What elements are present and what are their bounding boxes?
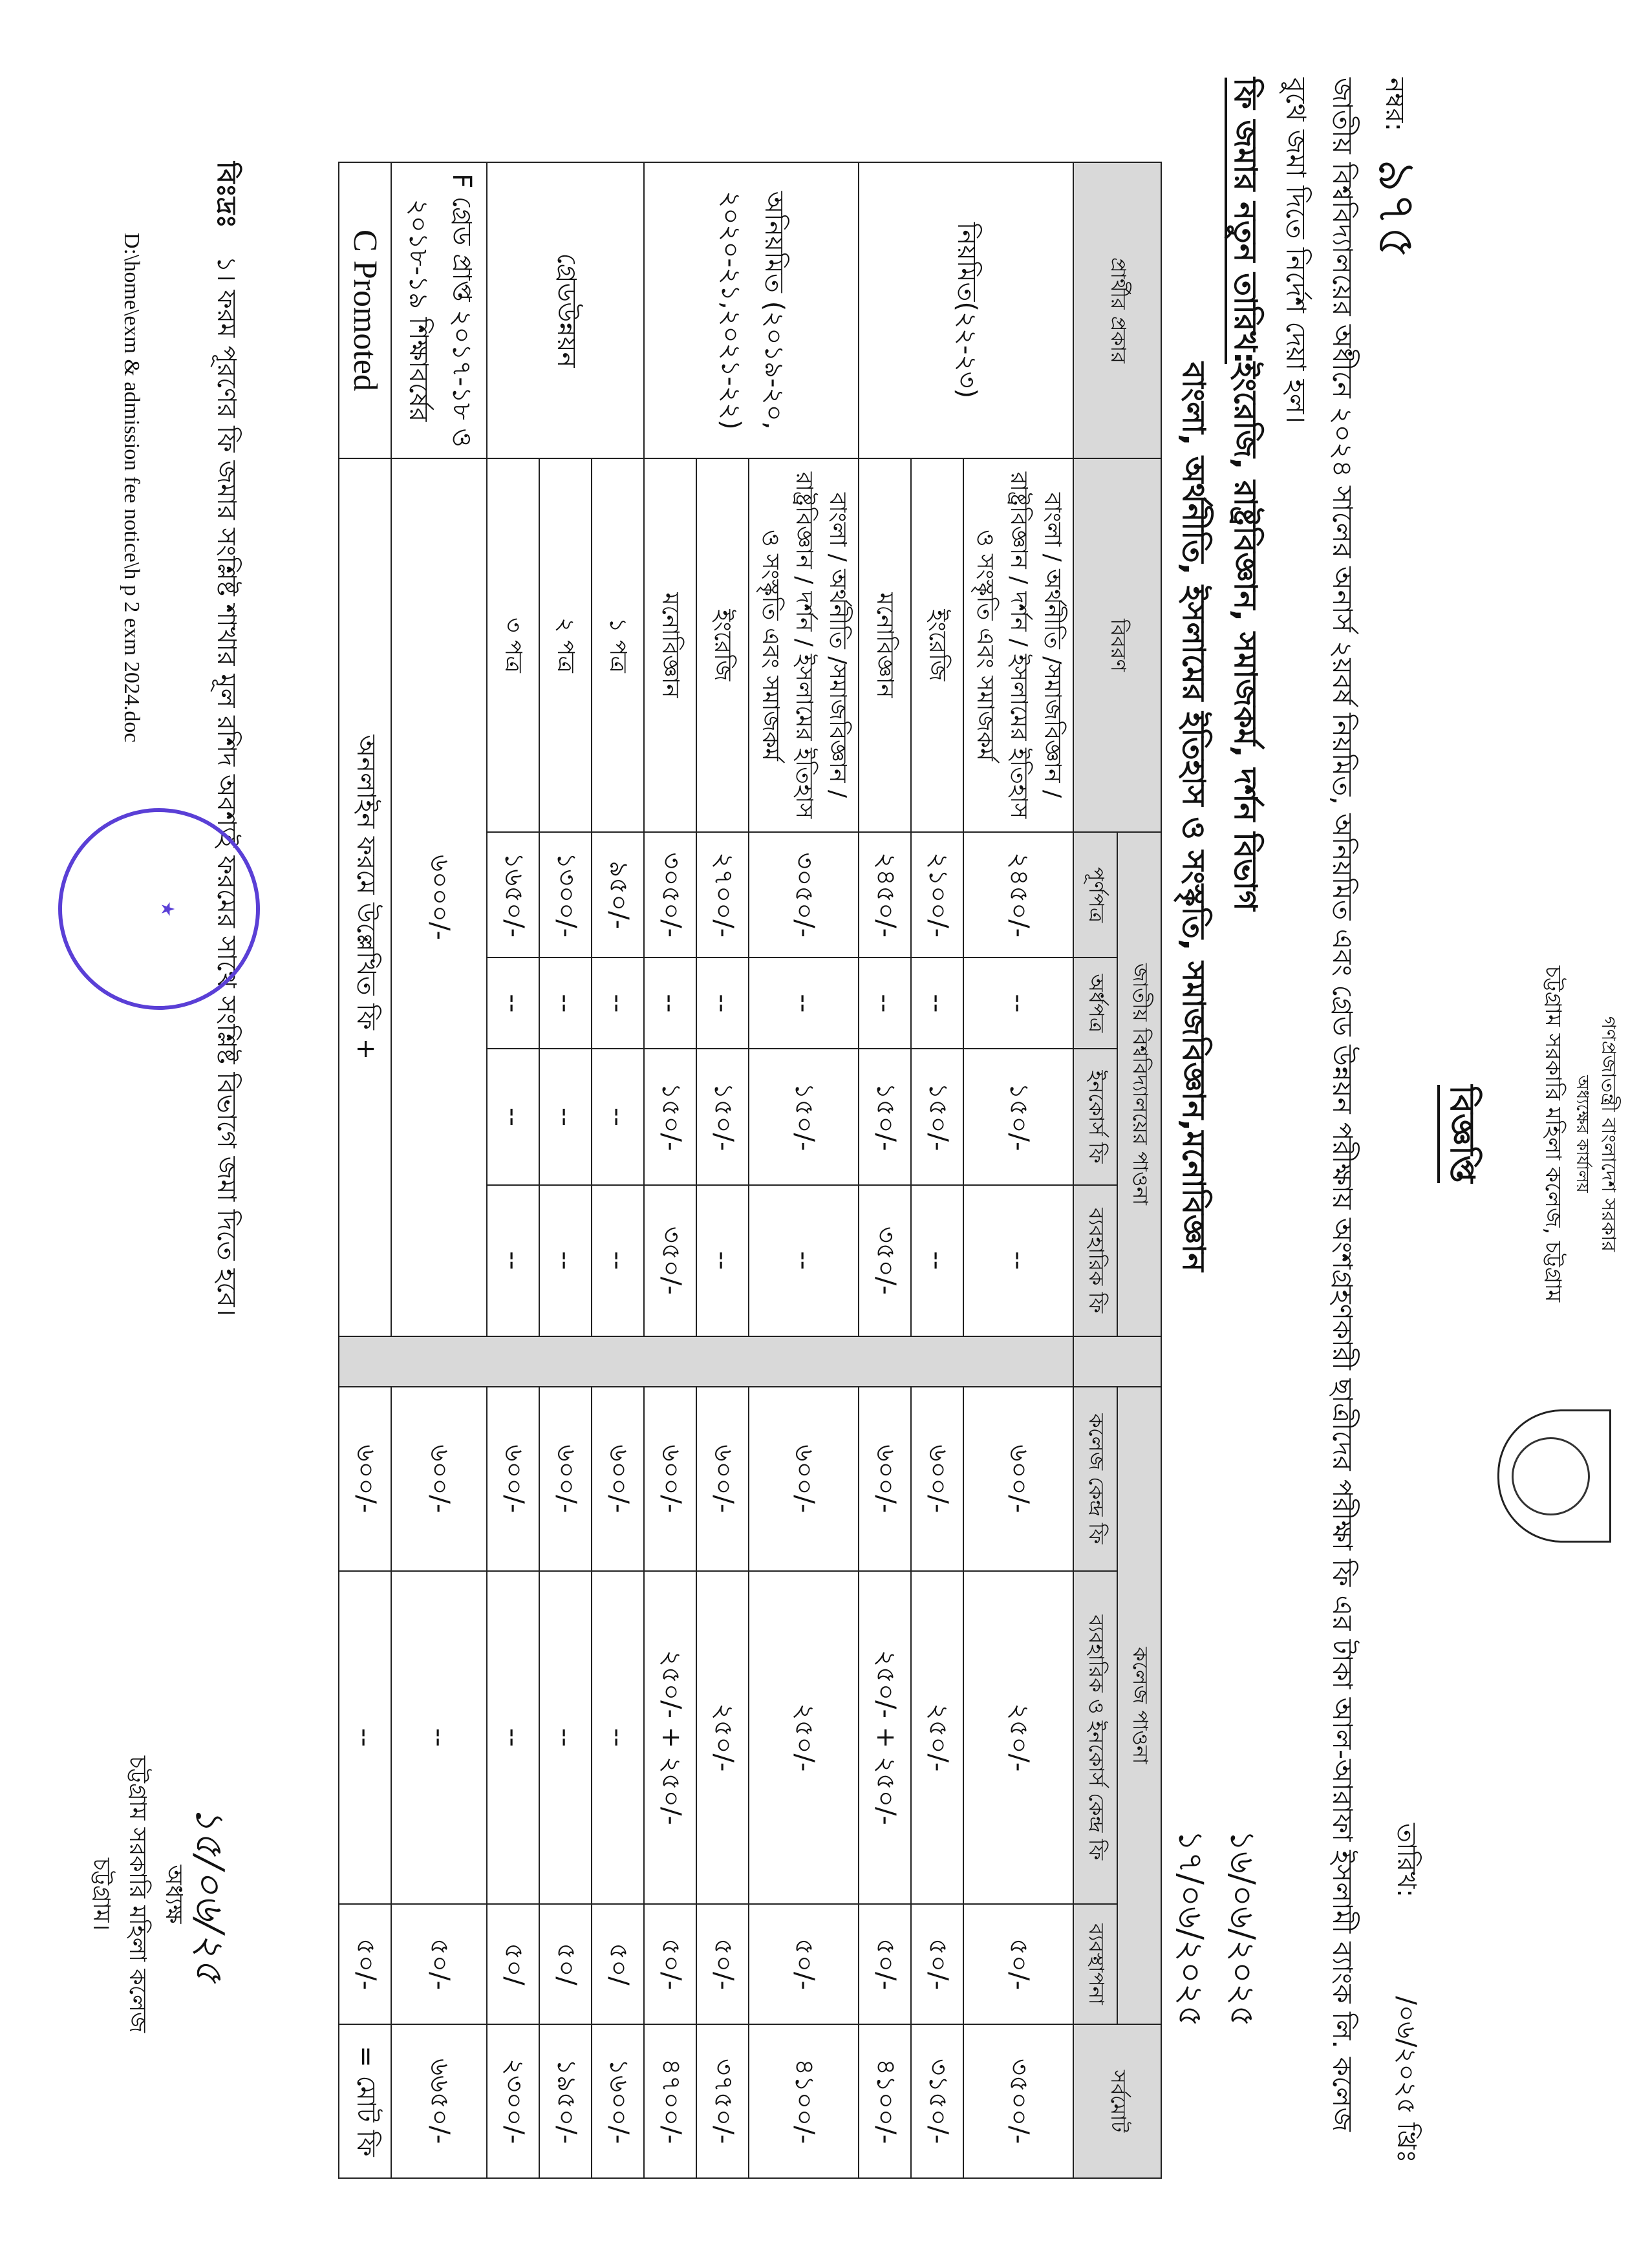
subject-description: বাংলা / অর্থনীতি /সমাজবিজ্ঞান / রাষ্ট্রবিজ্ঞান / দর্শন / ইসলামের ইতিহাস ও সংস্কৃতি এবং সমাজকর্ম (963, 458, 1073, 832)
practical-center-fee: ২৫০/- (749, 1571, 859, 1904)
college-center-fee: ৬০০/- (911, 1387, 963, 1571)
schedule-subjects-2: বাংলা, অর্থনীতি, ইসলামের ইতিহাস ও সংস্কৃতি, সমাজবিজ্ঞান,মনোবিজ্ঞান (1175, 362, 1212, 1272)
college-center-fee: ৬০০/- (696, 1387, 749, 1571)
total-fee: ১৯৫০/- (539, 2024, 592, 2178)
management-fee: ৫০/- (911, 1904, 963, 2024)
practical-center-fee: ২৫০/- (963, 1571, 1073, 1904)
total-fee: ৪১০০/- (859, 2024, 911, 2178)
candidate-type: C Promoted (339, 162, 391, 458)
total-fee: ৪৭০০/- (644, 2024, 696, 2178)
half-paper-fee: -- (487, 957, 539, 1049)
signatory-title: অধ্যক্ষ (160, 1865, 187, 1924)
schedule-date-2: ১৭/০৬/২০২৫ (1171, 1830, 1210, 2027)
practical-center-fee: -- (592, 1571, 644, 1904)
practical-fee: -- (487, 1185, 539, 1336)
footnote-text: ১। ফরম পূরণের ফি জমার সংশ্লিষ্ট শাখার মূল রশিদ অবশ্যই ফরমের সাথে সংশ্লিষ্ট বিভাগে জমা দিতে হবে। (211, 255, 241, 1316)
full-paper-fee: ৩০৫০/- (644, 832, 696, 957)
practical-fee: ৩৫০/- (644, 1185, 696, 1336)
subject-description: ২ পত্র (539, 458, 592, 832)
full-paper-fee: ২৪৫০/- (859, 832, 911, 957)
full-paper-fee: ৩০৫০/- (749, 832, 859, 957)
signature-block (83, 1668, 232, 2121)
incourse-fee: ১৫০/- (696, 1049, 749, 1184)
total-fee: ৩১৫০/- (911, 2024, 963, 2178)
file-path: D:\home\exm & admission fee notice\h p 2 exm 2024.doc (120, 233, 144, 743)
footnote (204, 162, 247, 1316)
incourse-fee: -- (592, 1049, 644, 1184)
management-fee: ৫০/- (859, 1904, 911, 2024)
header-college-center-fee: কলেজ কেন্দ্র ফি (1073, 1387, 1117, 1571)
practical-center-fee: -- (391, 1571, 487, 1904)
separator-column (339, 1336, 1073, 1387)
government-name: গণপ্রজাতন্ত্রী বাংলাদেশ সরকার (1597, 1016, 1620, 1252)
notice-title: বিজ্ঞপ্তি (1432, 0, 1488, 2268)
header-incourse-fee: ইনকোর্স ফি (1073, 1049, 1117, 1184)
header-practical-center-fee: ব্যবহারিক ও ইনকোর্স কেন্দ্র ফি (1073, 1571, 1117, 1904)
college-center-fee: ৬০০/- (749, 1387, 859, 1571)
practical-fee: -- (749, 1185, 859, 1336)
management-fee: ৫০/ (592, 1904, 644, 2024)
half-paper-fee: -- (539, 957, 592, 1049)
fee-table-body (339, 162, 1073, 2178)
subject-description: মনোবিজ্ঞান (859, 458, 911, 832)
college-name: চট্টগ্রাম সরকারি মহিলা কলেজ, চট্টগ্রাম (1540, 965, 1566, 1303)
total-fee: ২৩০০/- (487, 2024, 539, 2178)
full-paper-fee: ২৪৫০/- (963, 832, 1073, 957)
practical-center-fee: -- (487, 1571, 539, 1904)
full-paper-fee: ১৩০০/- (539, 832, 592, 957)
header-practical-fee: ব্যবহারিক ফি (1073, 1185, 1117, 1336)
total-fee: ১৬০০/- (592, 2024, 644, 2178)
university-fee: অনলাইন ফরমে উল্লেখিত ফি + (339, 458, 391, 1336)
header-gap (1073, 1336, 1161, 1387)
office-name: অধ্যক্ষের কার্যালয় (1572, 1075, 1592, 1193)
total-fee: ৪১০০/- (749, 2024, 859, 2178)
half-paper-fee: -- (592, 957, 644, 1049)
header-full-paper: পূর্ণপত্র (1073, 832, 1117, 957)
schedule-date-1: ১৬/০৬/২০২৫ (1223, 1830, 1261, 2027)
signatory-college: চট্টগ্রাম সরকারি মহিলা কলেজ (124, 1755, 151, 2033)
full-paper-fee: ৯৫০/- (592, 832, 644, 957)
logo-emblem (1512, 1437, 1590, 1515)
practical-center-fee: ২৫০/- (696, 1571, 749, 1904)
total-fee: = মোট ফি (339, 2024, 391, 2178)
college-center-fee: ৬০০/- (644, 1387, 696, 1571)
college-center-fee: ৬০০/- (391, 1387, 487, 1571)
incourse-fee: ১৫০/- (911, 1049, 963, 1184)
candidate-type: নিয়মিত(২২-২৩) (859, 162, 1073, 458)
practical-center-fee: ২৫০/- + ২৫০/- (644, 1571, 696, 1904)
university-fee: ৬০০০/- (391, 458, 487, 1336)
table-row (539, 162, 592, 2178)
incourse-fee: ১৫০/- (963, 1049, 1073, 1184)
header-college-group: কলেজ পাওনা (1117, 1387, 1161, 2024)
subject-description: বাংলা / অর্থনীতি /সমাজবিজ্ঞান / রাষ্ট্রবিজ্ঞান / দর্শন / ইসলামের ইতিহাস ও সংস্কৃতি এবং সমাজকর্ম (749, 458, 859, 832)
subject-description: ইংরেজি (911, 458, 963, 832)
table-row (963, 162, 1073, 2178)
memo-label: নম্বর: (1380, 78, 1409, 131)
half-paper-fee: -- (859, 957, 911, 1049)
practical-center-fee: ২৫০/- (911, 1571, 963, 1904)
header-description: বিবরণ (1073, 458, 1161, 832)
college-center-fee: ৬০০/- (859, 1387, 911, 1571)
practical-fee: -- (696, 1185, 749, 1336)
full-paper-fee: ১৬৫০/- (487, 832, 539, 957)
incourse-fee: ১৫০/- (859, 1049, 911, 1184)
management-fee: ৫০/ (487, 1904, 539, 2024)
footnote-label: বিঃদ্রঃ (211, 162, 241, 228)
practical-fee: ৩৫০/- (859, 1185, 911, 1336)
candidate-type: গ্রেডউন্নয়ন (487, 162, 644, 458)
memo-value: ৯৭৫ (1367, 158, 1427, 260)
total-fee: ৬৬৫০/- (391, 2024, 487, 2178)
full-paper-fee: ২১০০/- (911, 832, 963, 957)
subject-description: মনোবিজ্ঞান (644, 458, 696, 832)
header-total: সর্বমোট (1073, 2024, 1161, 2178)
header-management: ব্যবস্থাপনা (1073, 1904, 1117, 2024)
practical-center-fee: ২৫০/- + ২৫০/- (859, 1571, 911, 1904)
table-row (592, 162, 644, 2178)
management-fee: ৫০/- (644, 1904, 696, 2024)
header-type: প্রার্থীর প্রকার (1073, 162, 1161, 458)
date-label: তারিখ: (1391, 1823, 1421, 1898)
half-paper-fee: -- (749, 957, 859, 1049)
college-center-fee: ৬০০/- (963, 1387, 1073, 1571)
practical-fee: -- (592, 1185, 644, 1336)
schedule-subjects-1: ইংরেজি, রাষ্ট্রবিজ্ঞান, সমাজকর্ম, দর্শন বিভাগ (1227, 362, 1263, 911)
fee-table (338, 162, 1162, 2179)
subject-description: ১ পত্র (592, 458, 644, 832)
full-paper-fee: ২৭০০/- (696, 832, 749, 957)
header-half-paper: অর্ধপত্র (1073, 957, 1117, 1049)
total-fee: ৩৭৫০/- (696, 2024, 749, 2178)
practical-fee: -- (963, 1185, 1073, 1336)
table-row (859, 162, 911, 2178)
issue-date (1384, 1823, 1427, 2163)
table-row (644, 162, 696, 2178)
candidate-type: অনিয়মিত (২০১৯-২০, ২০২০-২১,২০২১-২২) (644, 162, 859, 458)
incourse-fee: -- (487, 1049, 539, 1184)
college-seal (58, 808, 260, 1010)
table-row (911, 162, 963, 2178)
new-date-label: ফি জমার নতুন তারিখ: (1217, 78, 1269, 364)
practical-fee: -- (911, 1185, 963, 1336)
header-university-group: জাতীয় বিশ্ববিদ্যালয়ের পাওনা (1117, 832, 1161, 1336)
total-fee: ৩৫০০/- (963, 2024, 1073, 2178)
handwritten-signature: ১৫/০৬/২৫ (187, 1805, 232, 1984)
table-row (487, 162, 539, 2178)
candidate-type: F গ্রেড প্রাপ্ত ২০১৭-১৮ ও ২০১৮-১৯ শিক্ষাবর্ষের (391, 162, 487, 458)
management-fee: ৫০/- (963, 1904, 1073, 2024)
management-fee: ৫০/ (539, 1904, 592, 2024)
table-row (391, 162, 487, 2178)
seal-text: ★ (157, 901, 178, 917)
practical-center-fee: -- (339, 1571, 391, 1904)
college-logo (1497, 1409, 1611, 1543)
incourse-fee: ১৫০/- (644, 1049, 696, 1184)
college-center-fee: ৬০০/- (487, 1387, 539, 1571)
management-fee: ৫০/- (696, 1904, 749, 2024)
incourse-fee: ১৫০/- (749, 1049, 859, 1184)
half-paper-fee: -- (696, 957, 749, 1049)
management-fee: ৫০/- (749, 1904, 859, 2024)
incourse-fee: -- (539, 1049, 592, 1184)
notice-paragraph: জাতীয় বিশ্ববিদ্যালয়ের অধীনে ২০২৪ সালের অনার্স ২য়বর্ষ নিয়মিত, অনিয়মিত এবং গ্রেড উন্নয়ন পরীক্ষায় অংশগ্রহণকারী ছাত্রীদের পরীক্ষা ফি এর টাকা আল-আরাফা ইসলামী ব্যাংক লি. কলেজ বুথে জমা দিতে নির্দেশ দেয়া হল। (1280, 78, 1358, 2132)
practical-center-fee: -- (539, 1571, 592, 1904)
table-row (339, 162, 391, 2178)
subject-description: ৩ পত্র (487, 458, 539, 832)
half-paper-fee: -- (644, 957, 696, 1049)
college-center-fee: ৬০০/- (539, 1387, 592, 1571)
date-value: /০৬/২০২৫ খ্রিঃ (1391, 1996, 1421, 2163)
signatory-city: চট্টগ্রাম। (88, 1857, 114, 1931)
half-paper-fee: -- (963, 957, 1073, 1049)
college-center-fee: ৬০০/- (339, 1387, 391, 1571)
table-row (749, 162, 859, 2178)
table-row (696, 162, 749, 2178)
subject-description: ইংরেজি (696, 458, 749, 832)
college-center-fee: ৬০০/- (592, 1387, 644, 1571)
half-paper-fee: -- (911, 957, 963, 1049)
management-fee: ৫০/- (339, 1904, 391, 2024)
management-fee: ৫০/- (391, 1904, 487, 2024)
practical-fee: -- (539, 1185, 592, 1336)
